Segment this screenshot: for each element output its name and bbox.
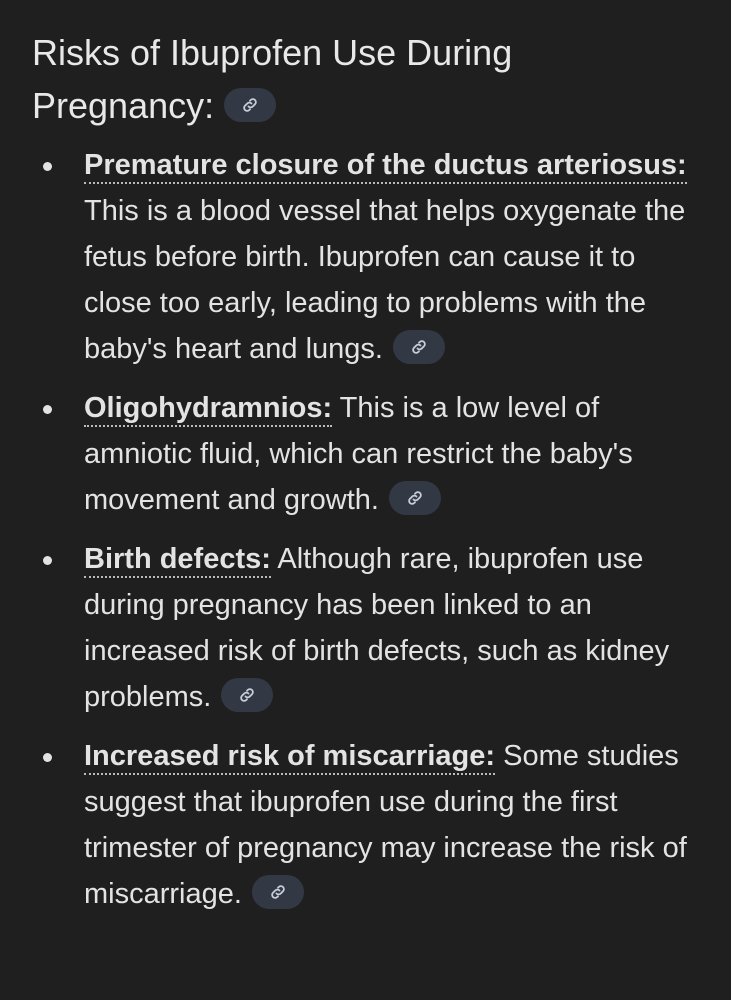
item-description: Some studies suggest that ibuprofen use during the first trimester of pregnancy may increase the risk of miscarriage.: [84, 740, 687, 910]
item-description: This is a blood vessel that helps oxygenate the fetus before birth. Ibuprofen can cause it to close too early, leading to problems with the baby's heart and lungs.: [84, 195, 686, 365]
source-link-button[interactable]: [389, 481, 441, 515]
term-miscarriage[interactable]: Increased risk of miscarriage:: [84, 740, 495, 775]
link-icon: [269, 883, 287, 901]
term-oligohydramnios[interactable]: Oligohydramnios:: [84, 392, 332, 427]
bullet-dot: [43, 405, 52, 414]
list-item: [32, 536, 699, 720]
link-icon: [410, 338, 428, 356]
link-icon: [238, 686, 256, 704]
section-heading-text: Risks of Ibuprofen Use During Pregnancy:: [32, 32, 513, 126]
section-heading: [32, 26, 699, 132]
link-icon: [241, 96, 259, 114]
bullet-dot: [43, 162, 52, 171]
source-link-button[interactable]: [393, 330, 445, 364]
item-description: Although rare, ibuprofen use during pregnancy has been linked to an increased risk of birth defects, such as kidney problems.: [84, 543, 670, 713]
link-icon: [406, 489, 424, 507]
list-item: [32, 385, 699, 523]
source-link-button[interactable]: [221, 678, 273, 712]
heading-source-link-button[interactable]: [224, 88, 276, 122]
term-ductus-arteriosus[interactable]: Premature closure of the ductus arteriosus:: [84, 149, 687, 184]
bullet-dot: [43, 753, 52, 762]
list-item: [32, 142, 699, 372]
source-link-button[interactable]: [252, 875, 304, 909]
term-birth-defects[interactable]: Birth defects:: [84, 543, 271, 578]
risk-list: [32, 142, 699, 917]
list-item: [32, 733, 699, 917]
bullet-dot: [43, 556, 52, 565]
item-description: This is a low level of amniotic fluid, which can restrict the baby's movement and growth.: [84, 392, 633, 516]
